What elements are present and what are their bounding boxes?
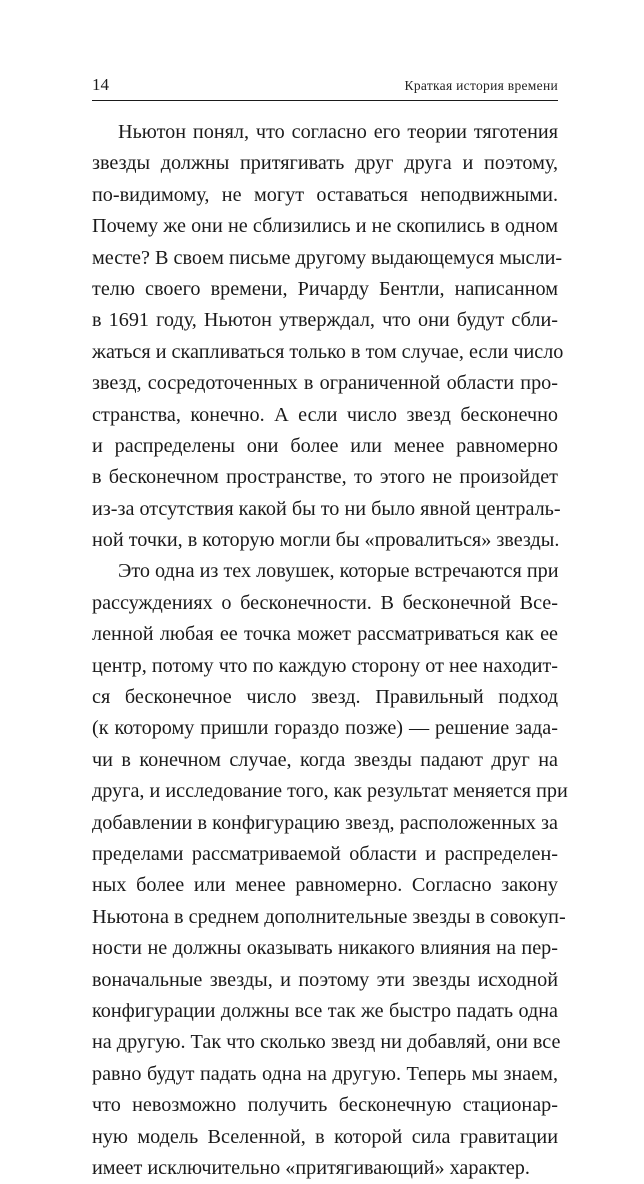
text-line: Ньютона в среднем дополнительные звезды в совокуп- <box>92 905 566 928</box>
text-line: звезды должны притягивать друг друга и поэтому, <box>92 152 558 175</box>
text-line: равно будут падать одна на другую. Теперь мы знаем, <box>92 1062 558 1085</box>
text-line: ную модель Вселенной, в которой сила гравитации <box>92 1125 558 1148</box>
text-line: и распределены они более или менее равномерно <box>92 434 558 457</box>
paragraph <box>92 556 568 1184</box>
text-line: ной точки, в которую могли бы «провалиться» звезды. <box>92 529 560 552</box>
text-line: ся бесконечное число звезд. Правильный подход <box>92 686 558 709</box>
text-line: телю своего времени, Ричарду Бентли, написанном <box>92 277 558 300</box>
text-line: рассуждениях о бесконечности. В бесконечной Все- <box>92 591 558 614</box>
text-line: из-за отсутствия какой бы то ни было явной централь- <box>92 497 561 520</box>
text-line: конфигурации должны все так же быстро падать одна <box>92 999 558 1022</box>
text-line: центр, потому что по каждую сторону от нее находит- <box>92 654 558 677</box>
text-line: месте? В своем письме другому выдающемуся мысли- <box>92 246 563 269</box>
text-line: звезд, сосредоточенных в ограниченной области про- <box>92 372 558 395</box>
text-line: ленной любая ее точка может рассматриваться как ее <box>92 623 558 646</box>
running-head <box>92 73 558 97</box>
text-line: добавлении в конфигурацию звезд, расположенных за <box>92 811 558 834</box>
text-line: Почему же они не сблизились и не скопились в одном <box>92 215 558 238</box>
text-line: имеет исключительно «притягивающий» характер. <box>92 1156 530 1179</box>
text-line: на другую. Так что сколько звезд ни добавляй, они все <box>92 1031 561 1054</box>
text-line: воначальные звезды, и поэтому эти звезды исходной <box>92 968 558 991</box>
text-line: ности не должны оказывать никакого влияния на пер- <box>92 937 558 960</box>
header-rule <box>92 100 558 101</box>
text-line: по-видимому, не могут оставаться неподвижными. <box>92 183 558 206</box>
text-line: друга, и исследование того, как результат меняется при <box>92 780 568 803</box>
text-line: чи в конечном случае, когда звезды падают друг на <box>92 748 558 771</box>
text-line: ных более или менее равномерно. Согласно закону <box>92 874 558 897</box>
page-number: 14 <box>92 75 109 94</box>
text-line: в бесконечном пространстве, то этого не произойдет <box>92 466 558 489</box>
text-line: Это одна из тех ловушек, которые встречаются при <box>118 560 559 583</box>
text-line: пределами рассматриваемой области и распределен- <box>92 842 558 865</box>
text-line: (к которому пришли гораздо позже) — решение зада- <box>92 717 558 740</box>
text-line: Ньютон понял, что согласно его теории тяготения <box>118 121 558 143</box>
body-text <box>92 117 568 1184</box>
text-line: странства, конечно. А если число звезд бесконечно <box>92 403 558 426</box>
paragraph <box>92 117 564 556</box>
text-line: жаться и скапливаться только в том случае, если число <box>92 340 564 363</box>
book-title: Краткая история времени <box>404 78 558 93</box>
text-line: в 1691 году, Ньютон утверждал, что они будут сбли- <box>92 309 558 332</box>
text-line: что невозможно получить бесконечную стационар- <box>92 1094 558 1117</box>
